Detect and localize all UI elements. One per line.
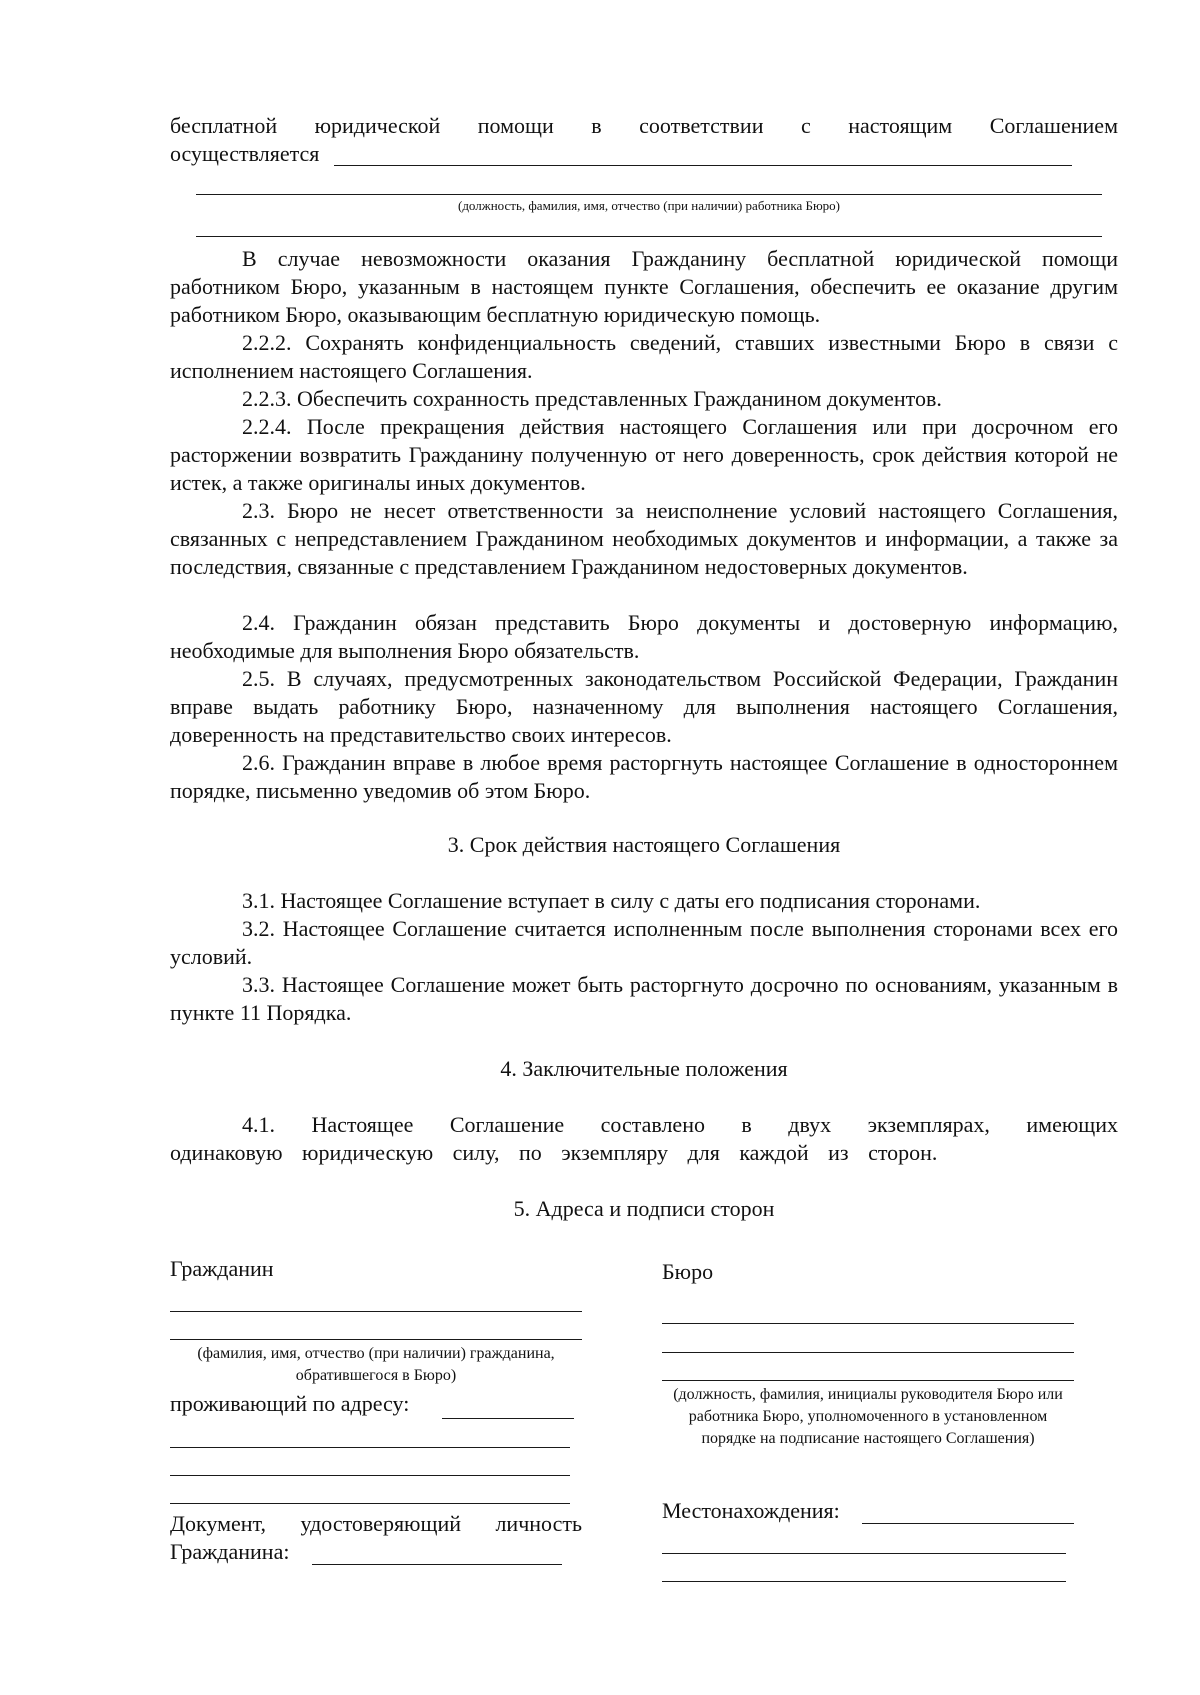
paragraph-2-5: 2.5. В случаях, предусмотренных законодательством Российской Федерации, Гражданин вправе выдать работнику Бюро, назначенному для выполнения настоящего Соглашения, доверенность на представительство своих интересов.	[170, 666, 1118, 747]
citizen-address-line-4	[170, 1503, 570, 1504]
citizen-id-label-2: Гражданина:	[170, 1539, 290, 1564]
paragraph-2-6: 2.6. Гражданин вправе в любое время расторгнуть настоящее Соглашение в одностороннем порядке, письменно уведомив об этом Бюро.	[170, 750, 1118, 803]
paragraph-impossibility: В случае невозможности оказания Гражданину бесплатной юридической помощи работником Бюро, указанным в настоящем пункте Соглашения, обеспечить ее оказание другим работником Бюро, оказывающим бесплатную юридическую помощь.	[170, 246, 1118, 327]
paragraph-3-3: 3.3. Настоящее Соглашение может быть расторгнуто досрочно по основаниям, указанным в пункте 11 Порядка.	[170, 972, 1118, 1025]
section-heading-5: 5. Адреса и подписи сторон	[513, 1196, 775, 1221]
bureau-label: Бюро	[662, 1259, 714, 1284]
bureau-caption: (должность, фамилия, инициалы руководителя Бюро или работника Бюро, уполномоченного в установленном порядке на подписание настоящего Соглашения)	[673, 1386, 1063, 1447]
blank-line-employee-2	[196, 194, 1102, 195]
citizen-caption: (фамилия, имя, отчество (при наличии) гражданина, обратившегося в Бюро)	[197, 1345, 555, 1384]
bureau-location-line-1	[862, 1523, 1074, 1524]
paragraph-intro-line2: осуществляется	[170, 141, 320, 166]
paragraph-3-1: 3.1. Настоящее Соглашение вступает в силу с даты его подписания сторонами.	[242, 888, 981, 913]
paragraph-2-2-2: 2.2.2. Сохранять конфиденциальность сведений, ставших известными Бюро в связи с исполнением настоящего Соглашения.	[170, 330, 1118, 383]
paragraph-4-1: 4.1. Настоящее Соглашение составлено в двух экземплярах, имеющих одинаковую юридическую силу, по экземпляру для каждой из сторон.	[170, 1112, 1118, 1165]
bureau-blank-line-1	[662, 1323, 1074, 1324]
bureau-location-line-2	[662, 1553, 1066, 1554]
citizen-id-label-1: Документ, удостоверяющий личность	[170, 1511, 582, 1536]
bureau-location-line-3	[662, 1581, 1066, 1582]
paragraph-2-2-3: 2.2.3. Обеспечить сохранность представленных Гражданином документов.	[242, 386, 942, 411]
section-heading-3: 3. Срок действия настоящего Соглашения	[447, 832, 841, 857]
citizen-blank-line-2	[170, 1339, 582, 1340]
paragraph-3-2: 3.2. Настоящее Соглашение считается исполненным после выполнения сторонами всех его условий.	[170, 916, 1118, 969]
citizen-address-line-1	[442, 1418, 574, 1419]
caption-employee: (должность, фамилия, имя, отчество (при наличии) работника Бюро)	[457, 198, 841, 213]
citizen-id-line	[312, 1564, 562, 1565]
blank-line-employee-3	[196, 236, 1102, 237]
bureau-blank-line-2	[662, 1352, 1074, 1353]
section-heading-4: 4. Заключительные положения	[500, 1056, 788, 1081]
bureau-location-label: Местонахождения:	[662, 1498, 840, 1523]
citizen-label: Гражданин	[170, 1256, 274, 1281]
paragraph-intro-line1: бесплатной юридической помощи в соответствии с настоящим Соглашением	[170, 113, 1118, 138]
paragraph-2-3: 2.3. Бюро не несет ответственности за неисполнение условий настоящего Соглашения, связанных с непредставлением Гражданином необходимых документов и информации, а также за последствия, связанные с представлением Гражданином недостоверных документов.	[170, 498, 1118, 579]
paragraph-2-4: 2.4. Гражданин обязан представить Бюро документы и достоверную информацию, необходимые для выполнения Бюро обязательств.	[170, 610, 1118, 663]
paragraph-2-2-4: 2.2.4. После прекращения действия настоящего Соглашения или при досрочном его расторжении возвратить Гражданину полученную от него доверенность, срок действия которой не истек, а также оригиналы иных документов.	[170, 414, 1118, 495]
citizen-address-line-2	[170, 1447, 570, 1448]
citizen-address-label: проживающий по адресу:	[170, 1391, 410, 1416]
bureau-blank-line-3	[662, 1380, 1074, 1381]
citizen-blank-line-1	[170, 1311, 582, 1312]
citizen-address-line-3	[170, 1475, 570, 1476]
blank-line-employee-1	[334, 165, 1072, 166]
